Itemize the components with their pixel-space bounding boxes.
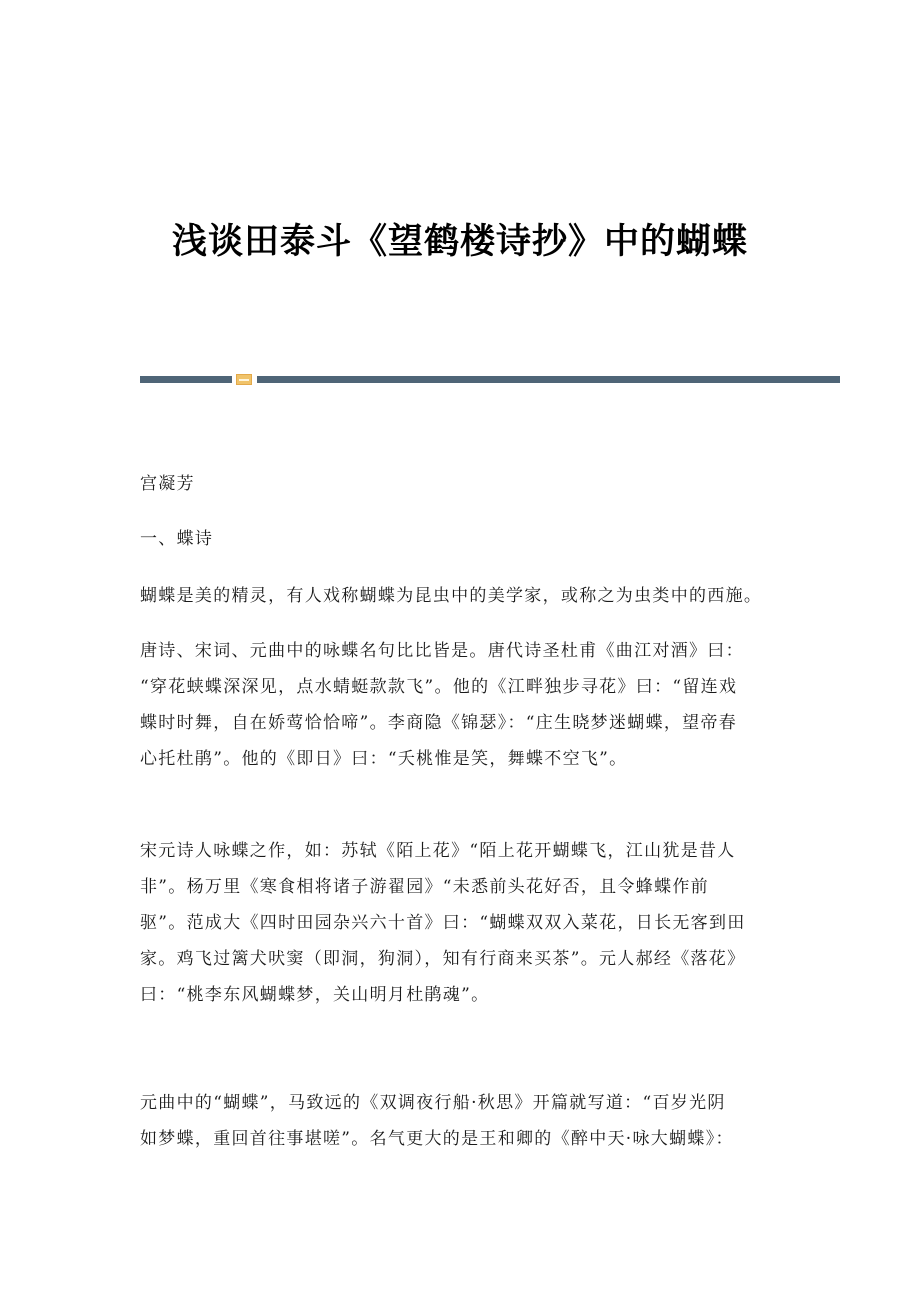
paragraph-4: 元曲中的“蝴蝶”，马致远的《双调夜行船·秋思》开篇就写道：“百岁光阴 如梦蝶，重回首往事堪嗟”。名气更大的是王和卿的《醉中天·咏大蝴蝶》： (140, 1093, 734, 1149)
divider-bar-left (140, 376, 232, 383)
section-heading: 一、蝶诗 (140, 529, 214, 549)
divider-bar-right (257, 376, 840, 383)
paragraph-2: 唐诗、宋词、元曲中的咏蝶名句比比皆是。唐代诗圣杜甫《曲江对酒》曰： “穿花蛱蝶深深见，点水蜻蜓款款飞”。他的《江畔独步寻花》曰：“留连戏 蝶时时舞，自在娇莺恰恰啼”。李商隐《锦瑟》：“庄生晓梦迷蝴蝶，望帝春 心托杜鹃”。他的《即日》曰：“夭桃惟是笑，舞蝶不空飞”。 (140, 641, 744, 769)
divider-emblem-icon (236, 374, 252, 385)
paragraph-1: 蝴蝶是美的精灵，有人戏称蝴蝶为昆虫中的美学家，或称之为虫类中的西施。 (140, 586, 763, 606)
title-divider (140, 374, 840, 386)
paragraph-3: 宋元诗人咏蝶之作，如：苏轼《陌上花》“陌上花开蝴蝶飞，江山犹是昔人 非”。杨万里《寒食相将诸子游翟园》“未悉前头花好否，且令蜂蝶作前 驱”。范成大《四时田园杂兴六十首》曰：“蝴蝶双双入菜花，日长无客到田 家。鸡飞过篱犬吠窦（即洞，狗洞），知有行商来买茶”。元人郝经《落花》 曰：“桃李东风蝴蝶梦，关山明月杜鹃魂”。 (140, 841, 746, 1005)
document-title: 浅谈田泰斗《望鹤楼诗抄》中的蝴蝶 (171, 222, 748, 262)
author-name: 宫凝芳 (140, 474, 195, 494)
